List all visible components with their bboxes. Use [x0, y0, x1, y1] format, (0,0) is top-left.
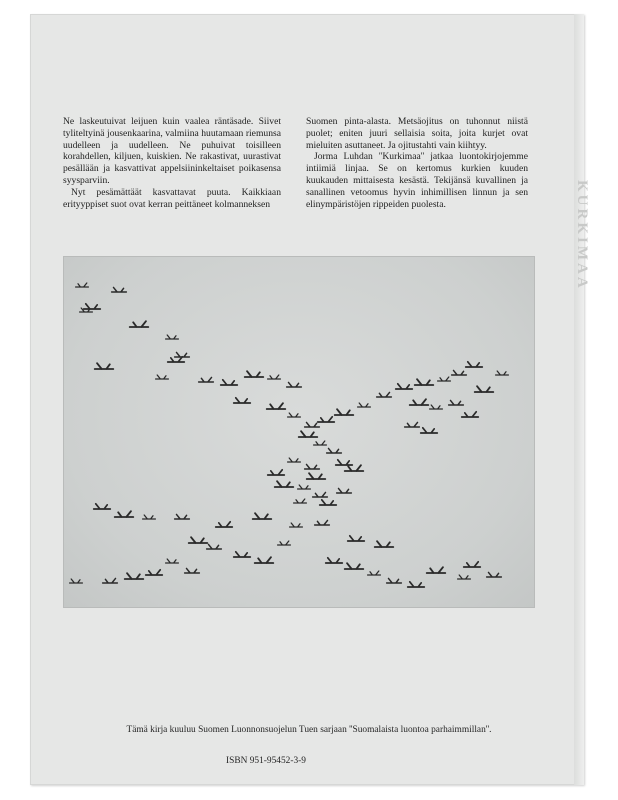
crane-silhouette [221, 380, 238, 385]
crane-silhouette [143, 515, 156, 519]
crane-silhouette [185, 568, 200, 573]
crane-silhouette [487, 572, 502, 577]
crane-silhouette [175, 514, 190, 519]
crane-silhouette [320, 500, 337, 505]
blurb-column-right [306, 116, 528, 210]
crane-silhouette [115, 511, 134, 517]
crane-silhouette [415, 379, 434, 385]
crane-silhouette [84, 304, 101, 309]
crane-silhouette [234, 552, 251, 557]
crane-silhouette [452, 370, 467, 375]
crane-silhouette [464, 562, 481, 567]
crane-silhouette [335, 409, 354, 415]
crane-silhouette [94, 504, 111, 509]
blurb-paragraph: Nyt pesämättäät kasvattavat puuta. Kaikkiaan erityyppiset suot ovat kerran peittäneet kolmanneksen [63, 186, 281, 210]
crane-silhouette [234, 398, 251, 403]
crane-silhouette [287, 382, 302, 387]
crane-silhouette [496, 371, 509, 375]
crane-silhouette [299, 431, 318, 437]
crane-silhouette [76, 283, 89, 287]
crane-silhouette [125, 573, 144, 579]
crane-silhouette [410, 399, 429, 405]
crane-silhouette [294, 499, 307, 503]
crane-silhouette [449, 400, 464, 405]
crane-silhouette [405, 422, 420, 427]
crane-silhouette [368, 571, 381, 575]
crane-silhouette [112, 287, 127, 292]
crane-silhouette [337, 488, 352, 493]
crane-silhouette [421, 428, 438, 433]
crane-silhouette [156, 375, 169, 379]
crane-silhouette [466, 362, 483, 367]
crane-silhouette [189, 537, 208, 543]
crane-silhouette [146, 570, 163, 575]
crane-silhouette [396, 384, 413, 389]
crane-silhouette [199, 377, 214, 382]
crane-silhouette [267, 403, 286, 409]
blurb-paragraph: Ne laskeutuivat leijuen kuin vaalea räntäsade. Siivet tyliteltyinä jousenkaarina, valmiina huutamaan riemunsa uudelleen ja uudelleen. Ne puhuivat toisilleen korahdellen, kiljuen, kuiskien. Ne rakastivat, uurastivat pesällään ja kasvattivat appelsiininkeltaiset poikasensa syysparviin. [63, 116, 281, 186]
crane-silhouette [313, 492, 328, 497]
crane-silhouette [288, 413, 301, 417]
crane-silhouette [458, 575, 471, 579]
crane-silhouette [358, 403, 371, 407]
crane-silhouette [95, 363, 114, 369]
crane-silhouette [326, 558, 343, 563]
isbn-number: ISBN 951-95452-3-9 [226, 756, 306, 766]
crane-silhouette [345, 465, 364, 471]
crane-silhouette [305, 464, 320, 469]
crane-silhouette [336, 460, 353, 465]
crane-silhouette [462, 412, 479, 417]
crane-silhouette [245, 371, 264, 377]
crane-silhouette [314, 441, 327, 445]
crane-silhouette [345, 563, 364, 569]
crane-flock-illustration [64, 257, 534, 607]
crane-silhouette [430, 405, 443, 409]
crane-silhouette [130, 321, 149, 327]
crane-silhouette [327, 448, 342, 453]
blurb-column-left [63, 116, 281, 210]
crane-silhouette [216, 522, 233, 527]
crane-silhouette [348, 536, 365, 541]
blurb-paragraph: Suomen pinta-alasta. Metsäojitus on tuhonnut niistä puolet; eniten juuri sellaisia soita, joita kurjet ovat mieluiten asuttaneet. Ja ojitustahti vain kiihtyy. [306, 116, 528, 151]
crane-silhouette [318, 417, 335, 422]
crane-silhouette [166, 335, 179, 339]
crane-silhouette [278, 541, 291, 545]
crane-silhouette [166, 559, 179, 563]
cranes-photograph [63, 256, 535, 608]
series-note: Tämä kirja kuuluu Suomen Luonnonsuojelun Tuen sarjaan ''Suomalaista luontoa parhaimmillan''. [126, 725, 492, 735]
spine-title: KURKIMAA [574, 180, 590, 291]
crane-silhouette [288, 458, 301, 462]
crane-silhouette [255, 557, 274, 563]
crane-silhouette [275, 481, 294, 487]
crane-silhouette [103, 578, 118, 583]
crane-silhouette [438, 377, 451, 381]
crane-silhouette [207, 544, 222, 549]
crane-silhouette [70, 579, 83, 583]
crane-silhouette [298, 485, 311, 489]
crane-silhouette [375, 541, 394, 547]
crane-silhouette [315, 520, 330, 525]
crane-silhouette [290, 523, 303, 527]
crane-silhouette [427, 567, 446, 573]
crane-silhouette [408, 582, 425, 587]
crane-silhouette [377, 392, 392, 397]
crane-silhouette [305, 422, 320, 427]
crane-silhouette [475, 386, 494, 392]
crane-silhouette [253, 513, 272, 519]
book-spine-edge [574, 14, 584, 785]
crane-silhouette [307, 473, 326, 479]
crane-silhouette [268, 470, 285, 475]
crane-silhouette [268, 375, 281, 379]
blurb-paragraph: Jorma Luhdan ''Kurkimaa'' jatkaa luontokirjojemme intiimiä linjaa. Se on kertomus kurkien kuuden kuukauden mittaisesta kesästä. Tekijänsä kuvallinen ja sanallinen vetoomus hyvin inhimillisen linnun ja sen elinympäristöjen rippeiden puolesta. [306, 151, 528, 210]
crane-silhouette [387, 578, 402, 583]
